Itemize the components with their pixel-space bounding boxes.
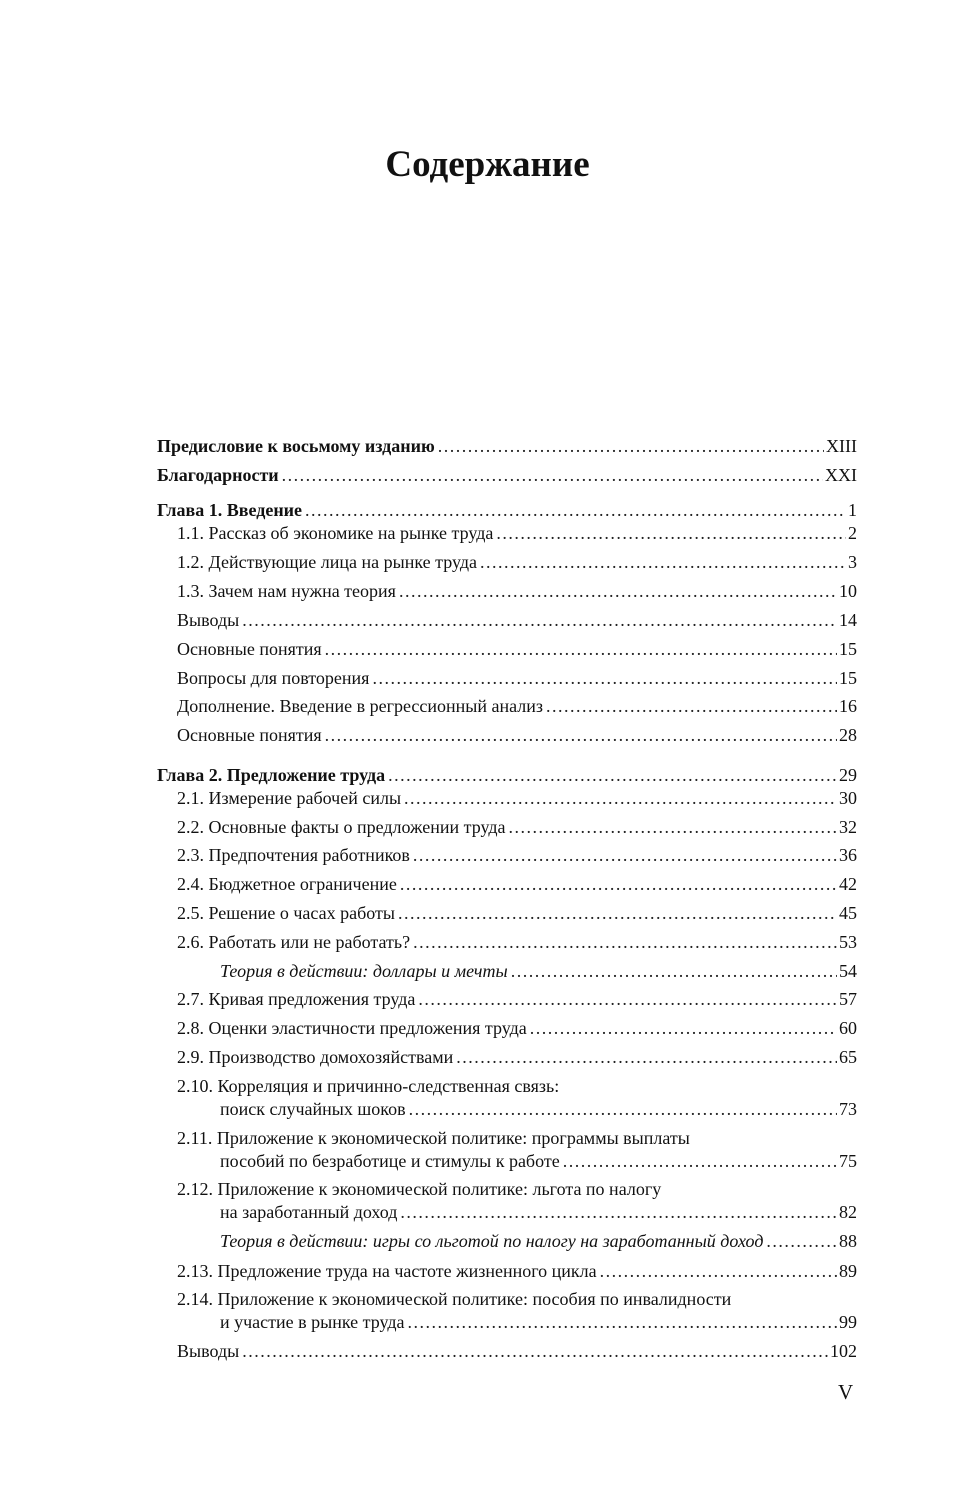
toc-entry-2-4[interactable] (177, 872, 857, 896)
toc-entry-key-concepts-1[interactable] (177, 637, 857, 661)
toc-entry-page: 3 (848, 552, 857, 572)
toc-entry-page: 60 (839, 1018, 857, 1038)
toc-entry-2-9[interactable] (177, 1045, 857, 1069)
toc-entry-text: Благодарности (157, 465, 279, 485)
toc-entry-page: 73 (839, 1099, 857, 1119)
toc-entry-page: 65 (839, 1047, 857, 1067)
toc-entry-1-3[interactable] (177, 579, 857, 603)
toc-entry-preface[interactable] (157, 434, 857, 458)
toc-entry-text: пособий по безработице и стимулы к работе (220, 1151, 560, 1171)
toc-entry-page: 32 (839, 817, 857, 837)
toc-entry-page: 28 (839, 725, 857, 745)
toc-entry-2-10[interactable] (220, 1097, 857, 1121)
toc-entry-key-concepts-appendix[interactable] (177, 723, 857, 747)
toc-entry-text: 2.8. Оценки эластичности предложения труда (177, 1018, 527, 1038)
toc-entry-page: 2 (848, 523, 857, 543)
toc-entry-page: 42 (839, 874, 857, 894)
toc-entry-text: 2.6. Работать или не работать? (177, 932, 411, 952)
toc-entry-page: 15 (839, 668, 857, 688)
toc-entry-text: на заработанный доход (220, 1202, 398, 1222)
toc-entry-theory-in-action-2[interactable] (220, 1229, 857, 1253)
toc-entry-page: XXI (825, 465, 857, 485)
toc-entry-text: Глава 1. Введение (157, 500, 303, 520)
toc-entry-page: 16 (839, 696, 857, 716)
toc-entry-text: 1.2. Действующие лица на рынке труда (177, 552, 478, 572)
toc-entry-page: 29 (839, 765, 857, 785)
toc-entry-text: Основные понятия (177, 639, 322, 659)
toc-entry-page: 10 (839, 581, 857, 601)
toc-entry-2-14-line1: 2.14. Приложение к экономической политике: пособия по инвалидности (177, 1289, 732, 1309)
toc-entry-text: и участие в рынке труда (220, 1312, 405, 1332)
toc-entry-page: XIII (826, 436, 857, 456)
toc-entry-text: 2.9. Производство домохозяйствами (177, 1047, 454, 1067)
toc-entry-text: поиск случайных шоков (220, 1099, 406, 1119)
toc-entry-text: 2.3. Предпочтения работников (177, 845, 410, 865)
toc-entry-1-2[interactable] (177, 550, 857, 574)
toc-entry-chapter-2[interactable] (157, 763, 857, 787)
toc-entry-text: Теория в действии: игры со льготой по налогу на заработанный доход (220, 1231, 764, 1251)
toc-entry-text: 2.7. Кривая предложения труда (177, 989, 416, 1009)
toc-entry-2-14[interactable] (220, 1310, 857, 1334)
toc-entry-page: 1 (848, 500, 857, 520)
toc-entry-page: 14 (839, 610, 857, 630)
toc-entry-page: 102 (830, 1341, 857, 1361)
toc-entry-2-3[interactable] (177, 843, 857, 867)
toc-entry-text: 2.13. Предложение труда на частоте жизненного цикла (177, 1261, 597, 1281)
page-title: Содержание (385, 144, 590, 185)
toc-entry-page: 54 (839, 961, 857, 981)
toc-entry-text: Теория в действии: доллары и мечты (220, 961, 508, 981)
toc-entry-2-5[interactable] (177, 901, 857, 925)
toc-entry-text: 2.4. Бюджетное ограничение (177, 874, 397, 894)
toc-entry-summary-2[interactable] (177, 1339, 857, 1363)
toc-entry-2-11[interactable] (220, 1149, 857, 1173)
toc-entry-2-8[interactable] (177, 1016, 857, 1040)
toc-entry-2-2[interactable] (177, 815, 857, 839)
toc-entry-2-12[interactable] (220, 1200, 857, 1224)
toc-entry-text: Вопросы для повторения (177, 668, 370, 688)
toc-entry-text: 2.5. Решение о часах работы (177, 903, 395, 923)
toc-entry-page: 75 (839, 1151, 857, 1171)
toc-entry-page: 57 (839, 989, 857, 1009)
toc-entry-2-1[interactable] (177, 786, 857, 810)
toc-entry-page: 88 (839, 1231, 857, 1251)
toc-entry-summary-1[interactable] (177, 608, 857, 632)
toc-entry-appendix-1[interactable] (177, 694, 857, 718)
toc-entry-review-questions-1[interactable] (177, 666, 857, 690)
toc-entry-2-12-line1: 2.12. Приложение к экономической политике: льгота по налогу (177, 1179, 662, 1199)
toc-entry-text: Выводы (177, 1341, 240, 1361)
page-number: V (838, 1380, 854, 1404)
toc-entry-acknowledgements[interactable] (157, 463, 857, 487)
toc-entry-text: Глава 2. Предложение труда (157, 765, 386, 785)
toc-entry-text: 1.3. Зачем нам нужна теория (177, 581, 396, 601)
toc-entry-page: 99 (839, 1312, 857, 1332)
toc-entry-2-7[interactable] (177, 987, 857, 1011)
toc-entry-page: 82 (839, 1202, 857, 1222)
toc-entry-page: 53 (839, 932, 857, 952)
toc-entry-2-13[interactable] (177, 1259, 857, 1283)
toc-entry-page: 89 (839, 1261, 857, 1281)
toc-entry-page: 30 (839, 788, 857, 808)
toc-entry-text: 1.1. Рассказ об экономике на рынке труда (177, 523, 494, 543)
toc-entry-page: 45 (839, 903, 857, 923)
toc-entry-text: Предисловие к восьмому изданию (157, 436, 435, 456)
toc-entry-page: 15 (839, 639, 857, 659)
toc-entry-text: 2.1. Измерение рабочей силы (177, 788, 402, 808)
toc-entry-text: Выводы (177, 610, 240, 630)
toc-entry-1-1[interactable] (177, 521, 857, 545)
toc-entry-text: 2.2. Основные факты о предложении труда (177, 817, 506, 837)
toc-entry-2-6[interactable] (177, 930, 857, 954)
toc-entry-chapter-1[interactable] (157, 498, 857, 522)
toc-entry-2-10-line1: 2.10. Корреляция и причинно-следственная связь: (177, 1076, 560, 1096)
toc-entry-theory-in-action-1[interactable] (220, 959, 857, 983)
toc-entry-text: Дополнение. Введение в регрессионный анализ (177, 696, 543, 716)
toc-entry-page: 36 (839, 845, 857, 865)
toc-entry-text: Основные понятия (177, 725, 322, 745)
toc-entry-2-11-line1: 2.11. Приложение к экономической политике: программы выплаты (177, 1128, 690, 1148)
